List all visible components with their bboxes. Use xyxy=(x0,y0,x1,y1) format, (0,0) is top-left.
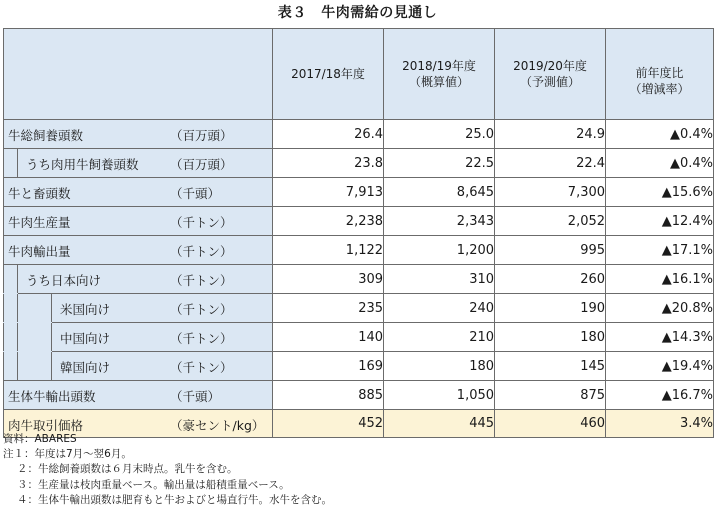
value-2019: 2,052 xyxy=(495,207,606,236)
row-label: 牛総飼養頭数 （百万頭） xyxy=(4,120,273,149)
header-row xyxy=(4,29,714,120)
value-change: ▲19.4% xyxy=(606,352,714,381)
value-2018: 25.0 xyxy=(384,120,495,149)
value-2019: 260 xyxy=(495,265,606,294)
value-2019: 460 xyxy=(495,410,606,438)
row-label: 肉牛取引価格 （豪セント/kg） xyxy=(4,410,273,438)
table-title: 表３ 牛肉需給の見通し xyxy=(277,5,438,21)
value-change: ▲15.6% xyxy=(606,178,714,207)
value-change: ▲17.1% xyxy=(606,236,714,265)
indent-cell xyxy=(18,352,52,381)
value-2019: 180 xyxy=(495,323,606,352)
beef-supply-demand-table xyxy=(3,28,714,438)
table-notes xyxy=(3,432,713,508)
value-2017: 235 xyxy=(273,294,384,323)
col-header-2017: 2017/18年度 xyxy=(273,29,384,120)
table-row xyxy=(4,381,714,410)
value-2018: 1,050 xyxy=(384,381,495,410)
table-row xyxy=(4,207,714,236)
value-2019: 875 xyxy=(495,381,606,410)
note-item: 注１：年度は7月～翌6月。 xyxy=(3,448,132,461)
value-2019: 22.4 xyxy=(495,149,606,178)
value-change: ▲0.4% xyxy=(606,120,714,149)
value-2017: 2,238 xyxy=(273,207,384,236)
table-row xyxy=(4,149,714,178)
row-label: 牛肉生産量 （千トン） xyxy=(4,207,273,236)
value-2019: 190 xyxy=(495,294,606,323)
value-2017: 452 xyxy=(273,410,384,438)
row-label: 韓国向け （千トン） xyxy=(52,352,273,381)
col-header-2018: 2018/19年度 （概算値） xyxy=(384,29,495,120)
value-change: ▲0.4% xyxy=(606,149,714,178)
note-source: 資料：ABARES xyxy=(3,433,77,445)
indent-cell xyxy=(4,294,18,323)
value-2017: 885 xyxy=(273,381,384,410)
indent-cell xyxy=(4,323,18,352)
value-2018: 22.5 xyxy=(384,149,495,178)
value-2018: 240 xyxy=(384,294,495,323)
table-row xyxy=(4,178,714,207)
row-label: 牛肉輸出量 （千トン） xyxy=(4,236,273,265)
table-row xyxy=(4,352,714,381)
note-item: ２：牛総飼養頭数は６月末時点。乳牛を含む。 xyxy=(17,463,238,476)
value-2019: 7,300 xyxy=(495,178,606,207)
value-2017: 1,122 xyxy=(273,236,384,265)
note-item: ４：生体牛輸出頭数は肥育もと牛およびと場直行牛。水牛を含む。 xyxy=(17,493,332,506)
value-change: ▲16.7% xyxy=(606,381,714,410)
col-header-2019: 2019/20年度 （予測値） xyxy=(495,29,606,120)
value-2017: 140 xyxy=(273,323,384,352)
indent-cell xyxy=(4,352,18,381)
value-2018: 210 xyxy=(384,323,495,352)
value-2019: 145 xyxy=(495,352,606,381)
row-label: 生体牛輸出頭数 （千頭） xyxy=(4,381,273,410)
value-2018: 8,645 xyxy=(384,178,495,207)
header-corner xyxy=(4,29,273,120)
indent-cell xyxy=(4,149,18,178)
row-label: うち日本向け （千トン） xyxy=(18,265,273,294)
table-row xyxy=(4,323,714,352)
value-change: ▲12.4% xyxy=(606,207,714,236)
row-label: 米国向け （千トン） xyxy=(52,294,273,323)
row-label: 中国向け （千トン） xyxy=(52,323,273,352)
value-2019: 995 xyxy=(495,236,606,265)
row-label: 牛と畜頭数 （千頭） xyxy=(4,178,273,207)
value-2017: 26.4 xyxy=(273,120,384,149)
table-row xyxy=(4,236,714,265)
note-item: ３：生産量は枝肉重量ベース。輸出量は船積重量ベース。 xyxy=(17,478,290,491)
table-row xyxy=(4,294,714,323)
value-change: ▲20.8% xyxy=(606,294,714,323)
value-2018: 445 xyxy=(384,410,495,438)
col-header-change: 前年度比 （増減率） xyxy=(606,29,714,120)
value-2018: 1,200 xyxy=(384,236,495,265)
value-2017: 23.8 xyxy=(273,149,384,178)
value-2017: 169 xyxy=(273,352,384,381)
value-change: ▲16.1% xyxy=(606,265,714,294)
value-2018: 310 xyxy=(384,265,495,294)
value-change: 3.4% xyxy=(606,410,714,438)
row-label: うち肉用牛飼養頭数 （百万頭） xyxy=(18,149,273,178)
value-2019: 24.9 xyxy=(495,120,606,149)
value-2018: 2,343 xyxy=(384,207,495,236)
value-change: ▲14.3% xyxy=(606,323,714,352)
indent-cell xyxy=(18,323,52,352)
indent-cell xyxy=(18,294,52,323)
indent-cell xyxy=(4,265,18,294)
table-row xyxy=(4,120,714,149)
value-2017: 309 xyxy=(273,265,384,294)
value-2017: 7,913 xyxy=(273,178,384,207)
value-2018: 180 xyxy=(384,352,495,381)
table-row xyxy=(4,265,714,294)
